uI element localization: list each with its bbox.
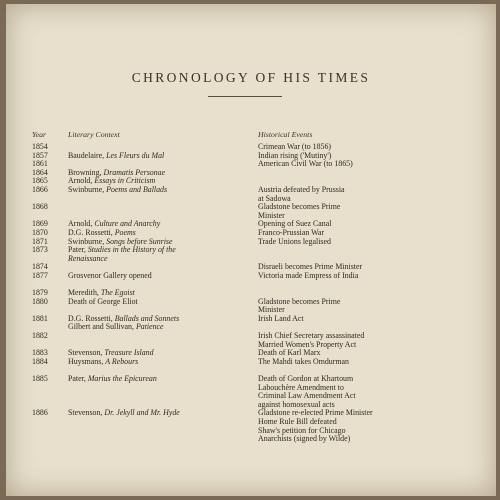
page-title: CHRONOLOGY OF HIS TIMES [131,70,371,85]
row-year: 1881 [32,313,48,323]
row-historical-event: American Civil War (to 1865) [258,159,353,169]
table-row [6,186,496,195]
row-historical-event: Death of Karl Marx [258,348,321,358]
row-year: 1865 [32,176,48,186]
row-literary-context: D.G. Rossetti, Poems [68,227,136,237]
row-year: 1884 [32,356,48,366]
table-row [6,375,496,384]
row-literary-context: Swinburne, Poems and Ballads [68,184,168,194]
row-literary-context: Meredith, The Egoist [68,288,135,298]
row-year: 1879 [32,288,48,298]
row-year: 1857 [32,150,48,160]
table-row [6,358,496,367]
row-historical-event: at Sadowa [258,193,291,203]
header-year: Year [32,130,47,139]
row-year: 1870 [32,227,48,237]
row-literary-context: Huysmans, A Rebours [68,356,139,366]
row-literary-context: Swinburne, Songs before Sunrise [68,236,173,246]
table-row [6,409,496,418]
row-year: 1871 [32,236,48,246]
row-year: 1874 [32,262,48,272]
row-literary-context: Pater, Marius the Epicurean [68,374,157,384]
table-row [6,272,496,281]
table-row [6,384,496,393]
table-row [6,298,496,307]
row-year: 1866 [32,184,48,194]
table-row [6,435,496,444]
table-row [6,392,496,401]
row-year: 1873 [32,245,48,255]
row-literary-context: Browning, Dramatis Personae [68,167,166,177]
row-year: 1861 [32,159,48,169]
table-row [6,418,496,427]
row-literary-context: Baudelaire, Les Fleurs du Mal [68,150,165,160]
row-historical-event: Crimean War (to 1856) [258,142,332,151]
row-year: 1880 [32,296,48,306]
row-historical-event: Indian rising ('Mutiny') [258,150,332,160]
row-historical-event: Gladstone becomes Prime [258,296,341,306]
book-page [6,4,496,496]
row-year: 1869 [32,219,48,229]
row-year: 1885 [32,374,48,384]
row-historical-event: Irish Land Act [258,313,304,323]
row-historical-event: Death of Gordon at Khartoum [258,374,354,384]
row-historical-event: Disraeli becomes Prime Minister [258,262,363,272]
row-historical-event: Married Women's Property Act [258,339,357,349]
title-rule [208,96,282,97]
row-historical-event: Criminal Law Amendment Act [258,391,356,401]
row-historical-event: The Mahdi takes Omdurman [258,356,349,366]
table-row [6,332,496,341]
row-historical-event: Trade Unions legalised [258,236,331,246]
row-year: 1864 [32,167,48,177]
row-historical-event: Anarchists (signed by Wilde) [258,434,351,444]
row-historical-event: Victoria made Empress of India [258,270,359,280]
row-historical-event: Labouchère Amendment to [258,382,344,392]
row-year: 1877 [32,270,48,280]
header-historical-events: Historical Events [258,130,313,139]
row-historical-event: against homosexual acts [258,399,335,409]
table-row [6,152,496,161]
header-literary-context: Literary Context [68,130,120,139]
row-literary-context: Gilbert and Sullivan, Patience [68,322,164,332]
row-historical-event: Gladstone re-elected Prime Minister [258,408,373,418]
chronology-table [6,143,496,444]
row-historical-event: Home Rule Bill defeated [258,417,337,426]
row-literary-context: D.G. Rossetti, Ballads and Sonnets [68,313,180,323]
table-row [6,255,496,264]
row-literary-context: Death of George Eliot [68,296,138,306]
table-row [6,203,496,212]
row-literary-context: Renaissance [68,253,108,263]
row-historical-event: Austria defeated by Prussia [258,184,345,194]
row-literary-context: Stevenson, Treasure Island [68,348,154,358]
row-literary-context: Grosvenor Gallery opened [68,270,152,280]
row-literary-context: Arnold, Essays in Criticism [68,176,156,186]
row-historical-event: Minister [258,210,285,220]
row-literary-context: Pater, Studies in the History of the [68,245,176,255]
row-literary-context: Stevenson, Dr. Jekyll and Mr. Hyde [68,408,180,418]
row-historical-event: Irish Chief Secretary assassinated [258,331,365,341]
row-year: 1882 [32,331,48,341]
row-year: 1886 [32,408,48,418]
row-historical-event: Shaw's petition for Chicago [258,425,346,435]
row-historical-event: Gladstone becomes Prime [258,202,341,212]
row-literary-context: Arnold, Culture and Anarchy [68,219,161,229]
table-row [6,323,496,332]
table-row [6,427,496,436]
table-row [6,195,496,204]
row-year: 1868 [32,202,48,212]
row-year: 1854 [32,142,48,151]
row-year: 1883 [32,348,48,358]
row-historical-event: Minister [258,305,285,315]
row-historical-event: Franco-Prussian War [258,227,325,237]
row-historical-event: Opening of Suez Canal [258,219,332,229]
